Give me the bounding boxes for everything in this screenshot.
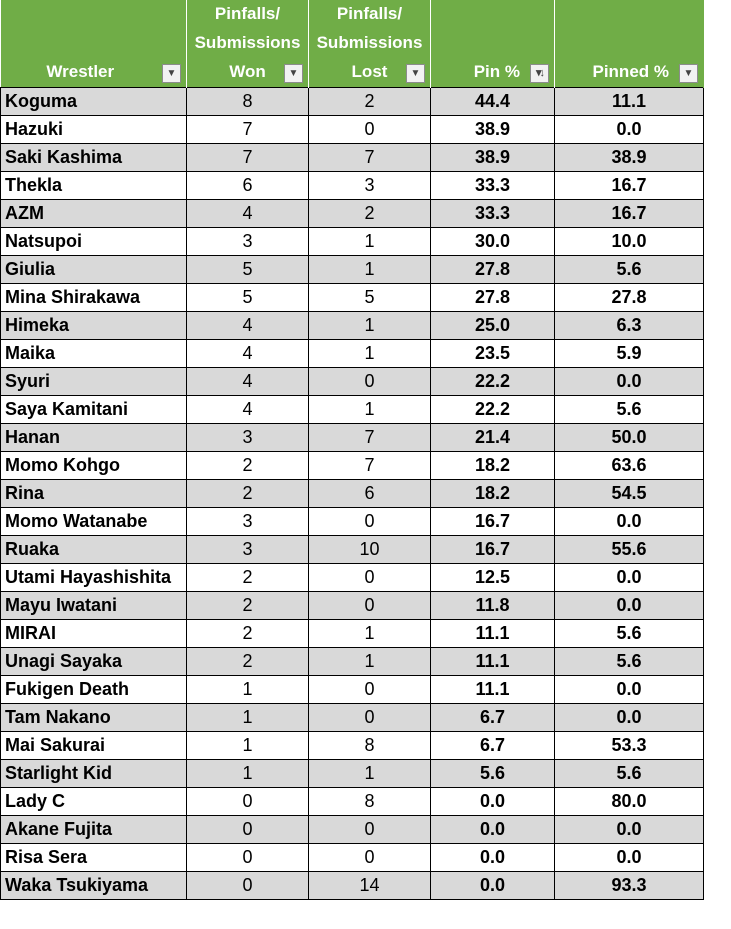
- column-header-lost-line2: Submissions: [316, 33, 423, 52]
- cell-won[interactable]: 5: [187, 284, 309, 312]
- cell-won[interactable]: 8: [187, 88, 309, 116]
- cell-pin-pct[interactable]: 23.5: [431, 340, 555, 368]
- cell-won[interactable]: 6: [187, 172, 309, 200]
- cell-pin-pct[interactable]: 44.4: [431, 88, 555, 116]
- cell-lost[interactable]: 0: [309, 592, 431, 620]
- cell-wrestler[interactable]: Saki Kashima: [1, 144, 187, 172]
- cell-wrestler[interactable]: Akane Fujita: [1, 816, 187, 844]
- table-row: [1, 648, 704, 676]
- cell-pin-pct[interactable]: 12.5: [431, 564, 555, 592]
- cell-pin-pct[interactable]: 21.4: [431, 424, 555, 452]
- cell-won[interactable]: 0: [187, 844, 309, 872]
- cell-lost[interactable]: 2: [309, 200, 431, 228]
- cell-pin-pct[interactable]: 16.7: [431, 536, 555, 564]
- cell-pin-pct[interactable]: 33.3: [431, 172, 555, 200]
- cell-wrestler[interactable]: Saya Kamitani: [1, 396, 187, 424]
- cell-wrestler[interactable]: Hanan: [1, 424, 187, 452]
- cell-pinned-pct[interactable]: 0.0: [555, 676, 704, 704]
- cell-pin-pct[interactable]: 11.1: [431, 620, 555, 648]
- cell-lost[interactable]: 0: [309, 676, 431, 704]
- table-row: [1, 340, 704, 368]
- cell-wrestler[interactable]: Risa Sera: [1, 844, 187, 872]
- table-row: [1, 536, 704, 564]
- cell-won[interactable]: 1: [187, 676, 309, 704]
- cell-lost[interactable]: 1: [309, 312, 431, 340]
- table-row: [1, 200, 704, 228]
- sort-descending-filter-icon[interactable]: ▾↓: [530, 64, 549, 83]
- cell-pin-pct[interactable]: 16.7: [431, 508, 555, 536]
- cell-wrestler[interactable]: Giulia: [1, 256, 187, 284]
- cell-pinned-pct[interactable]: 0.0: [555, 508, 704, 536]
- table-row: [1, 676, 704, 704]
- cell-pinned-pct[interactable]: 0.0: [555, 116, 704, 144]
- cell-pin-pct[interactable]: 30.0: [431, 228, 555, 256]
- cell-lost[interactable]: 0: [309, 116, 431, 144]
- cell-won[interactable]: 7: [187, 144, 309, 172]
- cell-pinned-pct[interactable]: 55.6: [555, 536, 704, 564]
- cell-lost[interactable]: 5: [309, 284, 431, 312]
- cell-won[interactable]: 2: [187, 592, 309, 620]
- cell-won[interactable]: 3: [187, 424, 309, 452]
- table-row: [1, 284, 704, 312]
- cell-pin-pct[interactable]: 38.9: [431, 116, 555, 144]
- table-row: [1, 788, 704, 816]
- cell-pinned-pct[interactable]: 27.8: [555, 284, 704, 312]
- table-row: [1, 704, 704, 732]
- cell-wrestler[interactable]: Tam Nakano: [1, 704, 187, 732]
- table-row: [1, 508, 704, 536]
- column-header-pin-pct: [431, 0, 555, 88]
- cell-wrestler[interactable]: Himeka: [1, 312, 187, 340]
- column-header-lost: [309, 0, 431, 88]
- table-row: [1, 564, 704, 592]
- table-row: [1, 760, 704, 788]
- cell-wrestler[interactable]: Koguma: [1, 88, 187, 116]
- column-header-won-line1: Pinfalls/: [214, 4, 281, 23]
- cell-lost[interactable]: 2: [309, 88, 431, 116]
- cell-pin-pct[interactable]: 0.0: [431, 872, 555, 900]
- table-row: [1, 312, 704, 340]
- cell-pinned-pct[interactable]: 53.3: [555, 732, 704, 760]
- table-row: [1, 480, 704, 508]
- cell-lost[interactable]: 0: [309, 368, 431, 396]
- cell-pin-pct[interactable]: 22.2: [431, 396, 555, 424]
- dropdown-filter-icon[interactable]: ▼: [679, 64, 698, 83]
- cell-pin-pct[interactable]: 18.2: [431, 480, 555, 508]
- cell-won[interactable]: 4: [187, 312, 309, 340]
- cell-wrestler[interactable]: Mina Shirakawa: [1, 284, 187, 312]
- cell-won[interactable]: 4: [187, 396, 309, 424]
- cell-pinned-pct[interactable]: 16.7: [555, 172, 704, 200]
- cell-wrestler[interactable]: Maika: [1, 340, 187, 368]
- table-row: [1, 872, 704, 900]
- cell-pinned-pct[interactable]: 54.5: [555, 480, 704, 508]
- cell-pinned-pct[interactable]: 5.6: [555, 620, 704, 648]
- cell-wrestler[interactable]: Utami Hayashishita: [1, 564, 187, 592]
- cell-pinned-pct[interactable]: 50.0: [555, 424, 704, 452]
- cell-lost[interactable]: 3: [309, 172, 431, 200]
- cell-pinned-pct[interactable]: 5.6: [555, 396, 704, 424]
- cell-won[interactable]: 2: [187, 648, 309, 676]
- cell-wrestler[interactable]: Natsupoi: [1, 228, 187, 256]
- table-body: [1, 88, 704, 900]
- cell-pin-pct[interactable]: 6.7: [431, 732, 555, 760]
- cell-pinned-pct[interactable]: 0.0: [555, 564, 704, 592]
- column-header-pinned-pct: [555, 0, 704, 88]
- cell-won[interactable]: 2: [187, 620, 309, 648]
- cell-pinned-pct[interactable]: 0.0: [555, 368, 704, 396]
- cell-won[interactable]: 0: [187, 788, 309, 816]
- cell-wrestler[interactable]: Unagi Sayaka: [1, 648, 187, 676]
- cell-won[interactable]: 1: [187, 704, 309, 732]
- column-header-wrestler: [1, 0, 187, 88]
- table-row: [1, 844, 704, 872]
- cell-pin-pct[interactable]: 0.0: [431, 816, 555, 844]
- cell-pin-pct[interactable]: 0.0: [431, 788, 555, 816]
- cell-won[interactable]: 2: [187, 564, 309, 592]
- cell-pin-pct[interactable]: 22.2: [431, 368, 555, 396]
- cell-wrestler[interactable]: MIRAI: [1, 620, 187, 648]
- cell-won[interactable]: 3: [187, 508, 309, 536]
- table-row: [1, 816, 704, 844]
- cell-pin-pct[interactable]: 33.3: [431, 200, 555, 228]
- cell-won[interactable]: 1: [187, 732, 309, 760]
- header-row: [1, 0, 704, 88]
- cell-pinned-pct[interactable]: 0.0: [555, 704, 704, 732]
- cell-pin-pct[interactable]: 25.0: [431, 312, 555, 340]
- cell-wrestler[interactable]: Mai Sakurai: [1, 732, 187, 760]
- cell-pin-pct[interactable]: 11.8: [431, 592, 555, 620]
- cell-pinned-pct[interactable]: 0.0: [555, 844, 704, 872]
- dropdown-filter-icon[interactable]: ▼: [406, 64, 425, 83]
- cell-won[interactable]: 4: [187, 368, 309, 396]
- cell-lost[interactable]: 6: [309, 480, 431, 508]
- cell-wrestler[interactable]: Rina: [1, 480, 187, 508]
- cell-won[interactable]: 3: [187, 228, 309, 256]
- cell-pinned-pct[interactable]: 0.0: [555, 592, 704, 620]
- column-header-lost-line1: Pinfalls/: [336, 4, 403, 23]
- cell-wrestler[interactable]: Momo Kohgo: [1, 452, 187, 480]
- table-row: [1, 144, 704, 172]
- cell-lost[interactable]: 7: [309, 144, 431, 172]
- cell-pinned-pct[interactable]: 10.0: [555, 228, 704, 256]
- cell-pinned-pct[interactable]: 5.9: [555, 340, 704, 368]
- table-row: [1, 424, 704, 452]
- cell-pinned-pct[interactable]: 80.0: [555, 788, 704, 816]
- cell-wrestler[interactable]: AZM: [1, 200, 187, 228]
- cell-lost[interactable]: 1: [309, 620, 431, 648]
- cell-lost[interactable]: 14: [309, 872, 431, 900]
- cell-wrestler[interactable]: Lady C: [1, 788, 187, 816]
- cell-pin-pct[interactable]: 11.1: [431, 676, 555, 704]
- cell-wrestler[interactable]: Thekla: [1, 172, 187, 200]
- cell-wrestler[interactable]: Fukigen Death: [1, 676, 187, 704]
- table-row: [1, 620, 704, 648]
- cell-won[interactable]: 4: [187, 340, 309, 368]
- cell-won[interactable]: 0: [187, 816, 309, 844]
- table-row: [1, 256, 704, 284]
- cell-pin-pct[interactable]: 38.9: [431, 144, 555, 172]
- cell-won[interactable]: 2: [187, 452, 309, 480]
- dropdown-filter-icon[interactable]: ▼: [162, 64, 181, 83]
- cell-won[interactable]: 1: [187, 760, 309, 788]
- cell-lost[interactable]: 0: [309, 704, 431, 732]
- cell-pin-pct[interactable]: 18.2: [431, 452, 555, 480]
- cell-pin-pct[interactable]: 11.1: [431, 648, 555, 676]
- table-row: [1, 368, 704, 396]
- cell-wrestler[interactable]: Waka Tsukiyama: [1, 872, 187, 900]
- cell-lost[interactable]: 10: [309, 536, 431, 564]
- cell-lost[interactable]: 0: [309, 816, 431, 844]
- table-row: [1, 592, 704, 620]
- cell-won[interactable]: 2: [187, 480, 309, 508]
- table-row: [1, 116, 704, 144]
- cell-pin-pct[interactable]: 27.8: [431, 256, 555, 284]
- cell-wrestler[interactable]: Ruaka: [1, 536, 187, 564]
- table-row: [1, 172, 704, 200]
- dropdown-filter-icon[interactable]: ▼: [284, 64, 303, 83]
- cell-lost[interactable]: 8: [309, 732, 431, 760]
- cell-lost[interactable]: 0: [309, 564, 431, 592]
- cell-wrestler[interactable]: Starlight Kid: [1, 760, 187, 788]
- column-header-lost-line3: Lost: [351, 62, 388, 81]
- cell-lost[interactable]: 0: [309, 508, 431, 536]
- cell-pinned-pct[interactable]: 6.3: [555, 312, 704, 340]
- cell-wrestler[interactable]: Momo Watanabe: [1, 508, 187, 536]
- cell-pinned-pct[interactable]: 5.6: [555, 760, 704, 788]
- cell-pin-pct[interactable]: 0.0: [431, 844, 555, 872]
- cell-wrestler[interactable]: Hazuki: [1, 116, 187, 144]
- cell-pin-pct[interactable]: 5.6: [431, 760, 555, 788]
- column-header-won-line3: Won: [229, 62, 266, 81]
- cell-wrestler[interactable]: Mayu Iwatani: [1, 592, 187, 620]
- cell-won[interactable]: 0: [187, 872, 309, 900]
- cell-pin-pct[interactable]: 27.8: [431, 284, 555, 312]
- table-row: [1, 452, 704, 480]
- cell-pinned-pct[interactable]: 93.3: [555, 872, 704, 900]
- cell-won[interactable]: 3: [187, 536, 309, 564]
- cell-lost[interactable]: 1: [309, 760, 431, 788]
- table-row: [1, 732, 704, 760]
- cell-lost[interactable]: 1: [309, 648, 431, 676]
- cell-won[interactable]: 5: [187, 256, 309, 284]
- cell-wrestler[interactable]: Syuri: [1, 368, 187, 396]
- column-header-won-line2: Submissions: [194, 33, 301, 52]
- cell-pinned-pct[interactable]: 5.6: [555, 256, 704, 284]
- column-header-won: [187, 0, 309, 88]
- table-row: [1, 228, 704, 256]
- column-header-pin-pct-label: Pin %: [473, 62, 520, 81]
- cell-lost[interactable]: 1: [309, 228, 431, 256]
- cell-pinned-pct[interactable]: 0.0: [555, 816, 704, 844]
- column-header-pinned-pct-label: Pinned %: [592, 62, 669, 81]
- cell-pinned-pct[interactable]: 16.7: [555, 200, 704, 228]
- cell-won[interactable]: 7: [187, 116, 309, 144]
- cell-lost[interactable]: 7: [309, 424, 431, 452]
- cell-lost[interactable]: 1: [309, 340, 431, 368]
- cell-lost[interactable]: 0: [309, 844, 431, 872]
- cell-pinned-pct[interactable]: 5.6: [555, 648, 704, 676]
- cell-pin-pct[interactable]: 6.7: [431, 704, 555, 732]
- table-row: [1, 88, 704, 116]
- cell-lost[interactable]: 7: [309, 452, 431, 480]
- cell-pinned-pct[interactable]: 11.1: [555, 88, 704, 116]
- cell-lost[interactable]: 1: [309, 396, 431, 424]
- cell-pinned-pct[interactable]: 38.9: [555, 144, 704, 172]
- table-row: [1, 396, 704, 424]
- cell-lost[interactable]: 8: [309, 788, 431, 816]
- cell-won[interactable]: 4: [187, 200, 309, 228]
- cell-pinned-pct[interactable]: 63.6: [555, 452, 704, 480]
- cell-lost[interactable]: 1: [309, 256, 431, 284]
- column-header-wrestler-label: Wrestler: [46, 62, 115, 81]
